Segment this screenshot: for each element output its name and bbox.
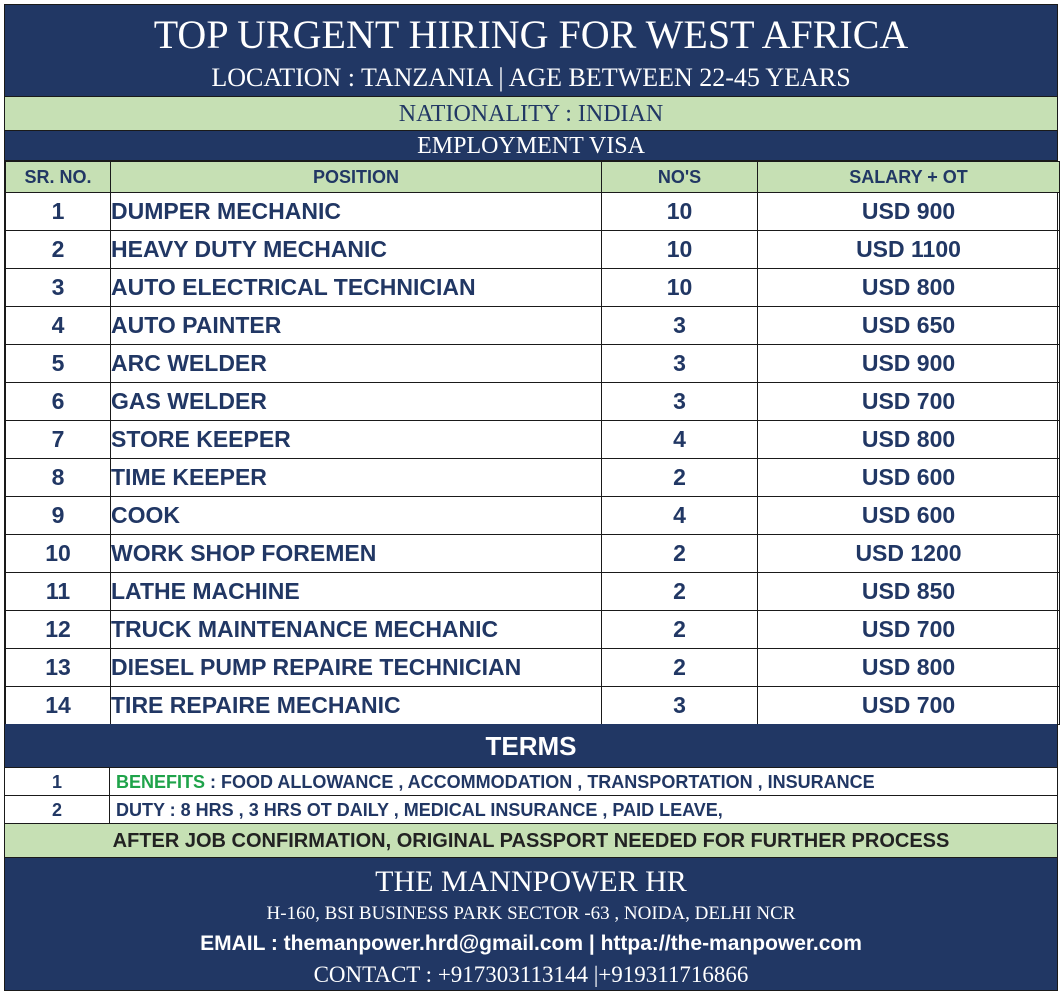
col-header-position: POSITION (111, 162, 602, 193)
count-cell: 3 (602, 345, 758, 383)
term-text (116, 768, 1057, 796)
table-row (6, 383, 1060, 421)
count-cell: 2 (602, 611, 758, 649)
hiring-poster (4, 4, 1058, 991)
table-row (6, 573, 1060, 611)
benefits-label: BENEFITS (116, 772, 206, 792)
sr-cell: 4 (6, 307, 111, 345)
salary-cell: USD 700 (758, 687, 1060, 725)
sr-cell: 9 (6, 497, 111, 535)
header-banner (5, 5, 1057, 97)
table-row (6, 649, 1060, 687)
salary-cell: USD 800 (758, 649, 1060, 687)
salary-cell: USD 1100 (758, 231, 1060, 269)
position-cell: GAS WELDER (111, 383, 602, 421)
sr-cell: 11 (6, 573, 111, 611)
salary-cell: USD 600 (758, 459, 1060, 497)
company-address: H-160, BSI BUSINESS PARK SECTOR -63 , NOIDA, DELHI NCR (266, 903, 796, 924)
passport-notice: AFTER JOB CONFIRMATION, ORIGINAL PASSPORT NEEDED FOR FURTHER PROCESS (5, 824, 1057, 858)
sr-cell: 10 (6, 535, 111, 573)
table-row (6, 497, 1060, 535)
sr-cell: 12 (6, 611, 111, 649)
salary-cell: USD 650 (758, 307, 1060, 345)
sr-cell: 2 (6, 231, 111, 269)
position-cell: AUTO ELECTRICAL TECHNICIAN (111, 269, 602, 307)
contact-line: CONTACT : +917303113144 |+919311716866 (313, 962, 749, 987)
position-cell: TIRE REPAIRE MECHANIC (111, 687, 602, 725)
nationality-bar: NATIONALITY : INDIAN (5, 97, 1057, 131)
col-header-sr: SR. NO. (6, 162, 111, 193)
table-row (6, 269, 1060, 307)
position-cell: TIME KEEPER (111, 459, 602, 497)
salary-cell: USD 800 (758, 421, 1060, 459)
count-cell: 3 (602, 383, 758, 421)
position-cell: ARC WELDER (111, 345, 602, 383)
terms-heading: TERMS (5, 724, 1057, 768)
table-row (6, 345, 1060, 383)
count-cell: 4 (602, 421, 758, 459)
sr-cell: 7 (6, 421, 111, 459)
count-cell: 10 (602, 193, 758, 231)
email-line: EMAIL : themanpower.hrd@gmail.com | httpa://the-manpower.com (200, 932, 862, 955)
table-row (6, 459, 1060, 497)
position-cell: STORE KEEPER (111, 421, 602, 459)
count-cell: 10 (602, 269, 758, 307)
sr-cell: 1 (6, 193, 111, 231)
position-cell: DIESEL PUMP REPAIRE TECHNICIAN (111, 649, 602, 687)
col-header-salary: SALARY + OT (758, 162, 1060, 193)
count-cell: 2 (602, 649, 758, 687)
table-row (6, 535, 1060, 573)
visa-bar: EMPLOYMENT VISA (5, 131, 1057, 161)
position-cell: AUTO PAINTER (111, 307, 602, 345)
table-row (6, 193, 1060, 231)
positions-table (5, 161, 1060, 725)
col-header-count: NO'S (602, 162, 758, 193)
location-age-line: LOCATION : TANZANIA | AGE BETWEEN 22-45 YEARS (211, 63, 851, 92)
salary-cell: USD 850 (758, 573, 1060, 611)
sr-cell: 6 (6, 383, 111, 421)
position-cell: TRUCK MAINTENANCE MECHANIC (111, 611, 602, 649)
table-row (6, 421, 1060, 459)
table-row (6, 231, 1060, 269)
salary-cell: USD 800 (758, 269, 1060, 307)
position-cell: COOK (111, 497, 602, 535)
salary-cell: USD 700 (758, 383, 1060, 421)
term-text: DUTY : 8 HRS , 3 HRS OT DAILY , MEDICAL INSURANCE , PAID LEAVE, (116, 800, 723, 820)
salary-cell: USD 600 (758, 497, 1060, 535)
term-row (5, 796, 1057, 824)
position-cell: HEAVY DUTY MECHANIC (111, 231, 602, 269)
term-row (5, 768, 1057, 796)
count-cell: 4 (602, 497, 758, 535)
salary-cell: USD 700 (758, 611, 1060, 649)
position-cell: WORK SHOP FOREMEN (111, 535, 602, 573)
benefits-text: : FOOD ALLOWANCE , ACCOMMODATION , TRANSPORTATION , INSURANCE (205, 772, 875, 792)
table-header-row (6, 162, 1060, 193)
count-cell: 3 (602, 307, 758, 345)
sr-cell: 13 (6, 649, 111, 687)
salary-cell: USD 900 (758, 193, 1060, 231)
company-name: THE MANNPOWER HR (375, 865, 687, 898)
table-row (6, 611, 1060, 649)
table-row (6, 307, 1060, 345)
count-cell: 10 (602, 231, 758, 269)
footer-banner (5, 858, 1057, 990)
sr-cell: 14 (6, 687, 111, 725)
count-cell: 2 (602, 459, 758, 497)
salary-cell: USD 1200 (758, 535, 1060, 573)
position-cell: LATHE MACHINE (111, 573, 602, 611)
count-cell: 2 (602, 573, 758, 611)
sr-cell: 5 (6, 345, 111, 383)
poster-title: TOP URGENT HIRING FOR WEST AFRICA (153, 12, 909, 57)
count-cell: 2 (602, 535, 758, 573)
count-cell: 3 (602, 687, 758, 725)
term-number: 1 (5, 768, 110, 795)
sr-cell: 8 (6, 459, 111, 497)
table-row (6, 687, 1060, 725)
position-cell: DUMPER MECHANIC (111, 193, 602, 231)
sr-cell: 3 (6, 269, 111, 307)
salary-cell: USD 900 (758, 345, 1060, 383)
term-number: 2 (5, 796, 110, 823)
